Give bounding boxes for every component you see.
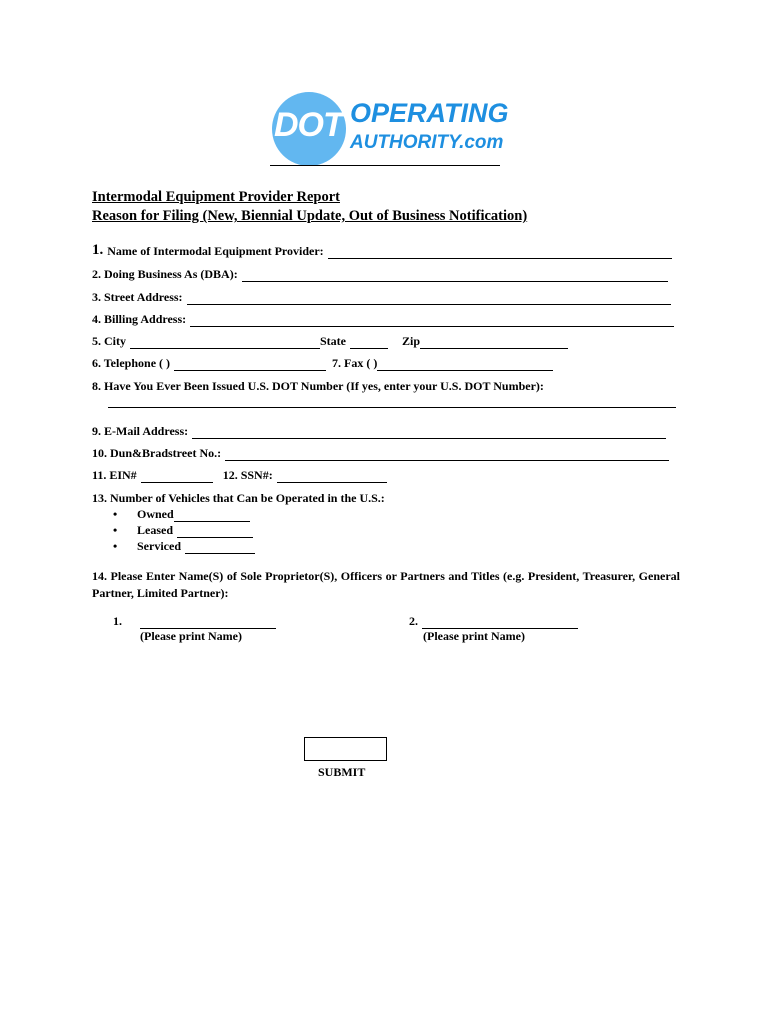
logo-authority-text: AUTHORITY.com [350,132,504,153]
field-telephone-line[interactable] [174,358,326,371]
bullet-icon: • [113,523,118,537]
officer-1-line[interactable] [140,616,276,629]
vehicles-leased-item [113,523,253,538]
officer-2-row [409,614,578,629]
field-billing-row [92,312,674,327]
field-vehicles-label: 13. Number of Vehicles that Can be Operated in the U.S.: [92,491,385,505]
field-dot-number-row [92,379,544,394]
field-state-line[interactable] [350,336,388,349]
vehicles-serviced-label: Serviced [137,539,181,553]
vehicles-owned-label: Owned [137,507,174,521]
submit-label: SUBMIT [318,765,366,779]
officer-2-line[interactable] [422,616,578,629]
field-dba-line[interactable] [242,269,668,282]
vehicles-leased-line[interactable] [177,525,253,538]
field-ein-line[interactable] [141,470,213,483]
form-title: Intermodal Equipment Provider Report [92,189,340,205]
field-telephone-row [92,356,553,371]
officer-2-number: 2. [409,614,418,628]
vehicles-serviced-line[interactable] [185,541,255,554]
field-ein-row [92,468,387,483]
field-street-row [92,290,671,305]
field-state-label: State [320,334,346,348]
logo-dot-text: DOT [274,106,343,144]
field-fax-label: 7. Fax ( ) [332,356,378,370]
field-officers-label: 14. Please Enter Name(S) of Sole Proprietor(S), Officers or Partners and Titles (e.g. President, Treasurer, General Partner, Limited Partner): [92,569,680,600]
field-ssn-line[interactable] [277,470,387,483]
field-fax-line[interactable] [377,358,553,371]
logo-underline [270,165,500,166]
field-provider-name-line[interactable] [328,246,672,259]
field-dba-label: 2. Doing Business As (DBA): [92,267,238,281]
field-city-label: 5. City [92,334,126,348]
vehicles-owned-item [113,507,250,522]
field-dot-number-line[interactable] [108,396,676,408]
field-billing-label: 4. Billing Address: [92,312,187,326]
field-provider-name-label: Name of Intermodal Equipment Provider: [107,244,324,258]
field-street-label: 3. Street Address: [92,290,183,304]
field-dun-line[interactable] [225,448,669,461]
form-subtitle: Reason for Filing (New, Biennial Update, Out of Business Notification) [92,208,528,224]
officer-2-caption: (Please print Name) [423,629,525,643]
field-telephone-label: 6. Telephone ( ) [92,356,171,370]
field-ein-label: 11. EIN# [92,468,137,482]
field-ssn-label: 12. SSN#: [222,468,273,482]
field-email-line[interactable] [192,426,666,439]
field-dba-row [92,267,668,282]
field-dun-label: 10. Dun&Bradstreet No.: [92,446,222,460]
field-city-row [92,334,568,349]
bullet-icon: • [113,507,118,521]
field-billing-line[interactable] [190,314,674,327]
officer-1-number: 1. [113,614,122,628]
field-vehicles-row [92,491,385,506]
vehicles-owned-line[interactable] [174,509,250,522]
dot-operating-authority-logo [272,92,509,166]
field-provider-name-row [92,242,672,259]
field-city-line[interactable] [130,336,320,349]
logo-operating-text: OPERATING [350,98,509,128]
field-street-line[interactable] [187,292,671,305]
field-email-label: 9. E-Mail Address: [92,424,189,438]
field-dun-row [92,446,669,461]
officer-1-caption: (Please print Name) [140,629,242,643]
field-email-row [92,424,666,439]
field-dot-number-label: 8. Have You Ever Been Issued U.S. DOT Number (If yes, enter your U.S. DOT Number): [92,379,544,393]
bullet-icon: • [113,539,118,553]
field-zip-line[interactable] [420,336,568,349]
submit-button[interactable] [304,737,387,761]
field-zip-label: Zip [402,334,421,348]
field-1-number: 1. [92,242,104,258]
officer-1-row [113,614,276,629]
vehicles-leased-label: Leased [137,523,173,537]
vehicles-serviced-item [113,539,255,554]
